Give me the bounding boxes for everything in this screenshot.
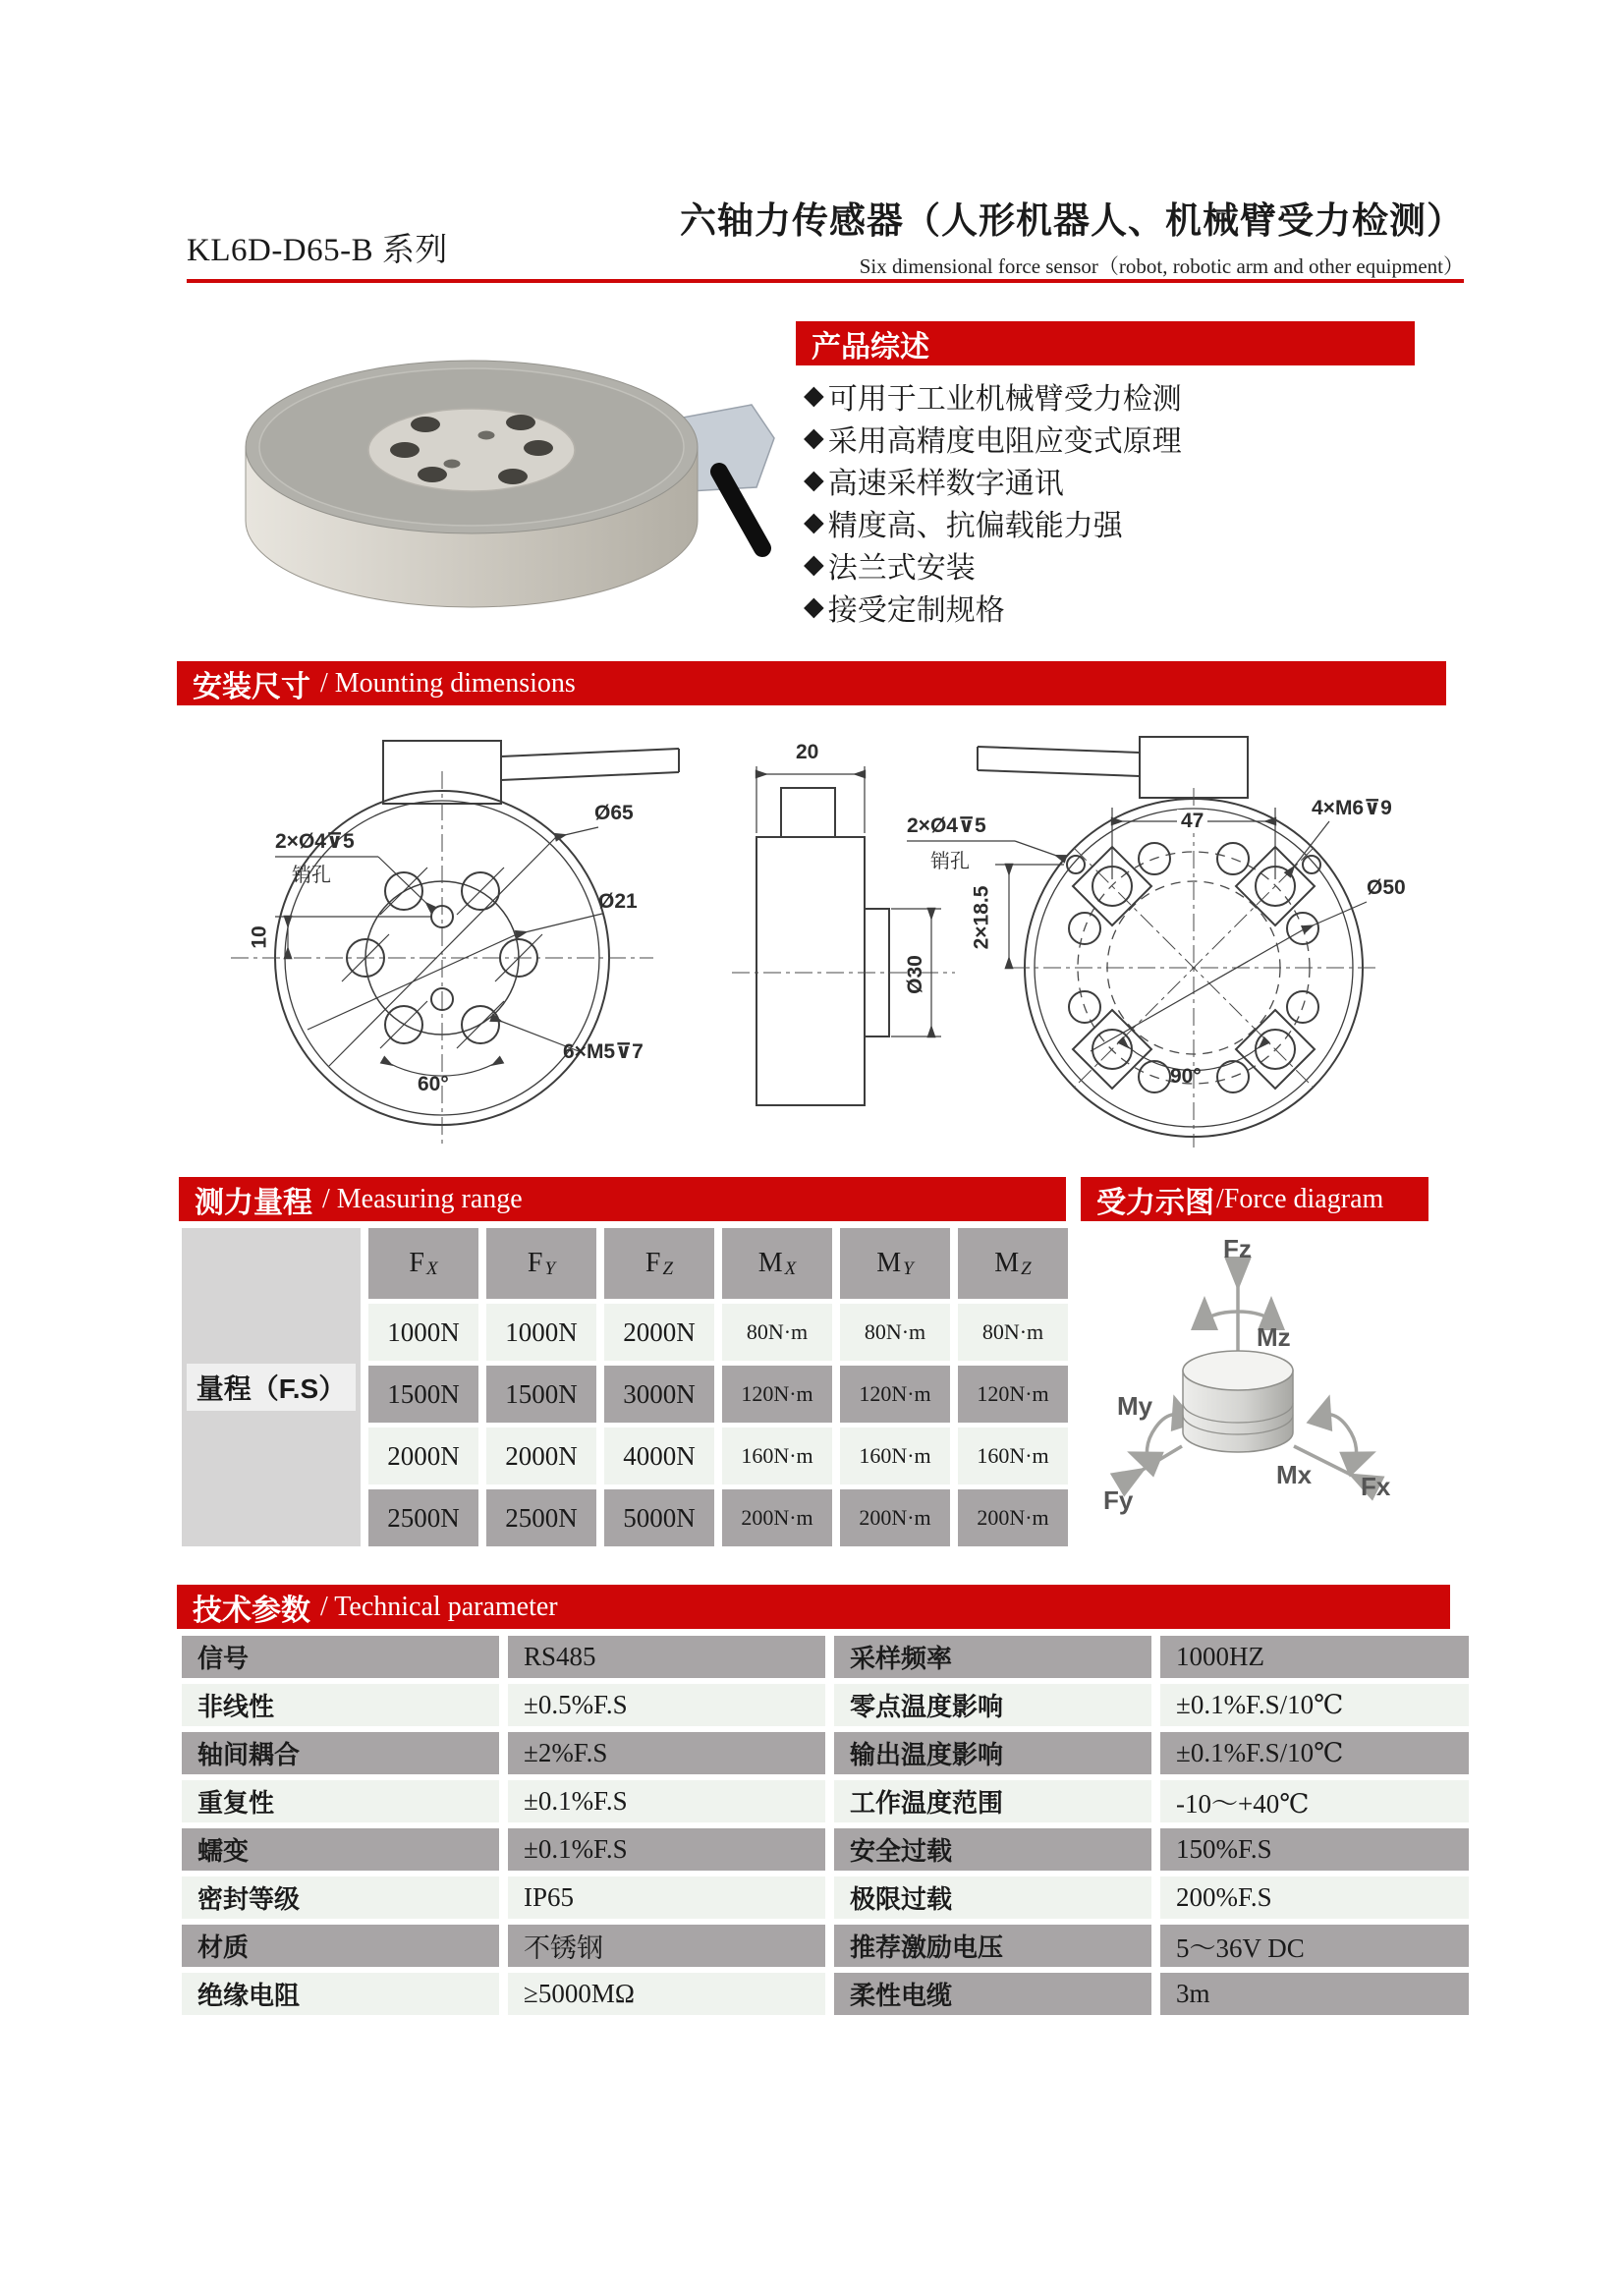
param-name: 安全过载 [834,1828,1151,1871]
param-value: -10～+40℃ [1160,1780,1469,1822]
diamond-bullet-icon: ◆ [804,380,824,411]
param-value: 5～36V DC [1160,1925,1469,1967]
param-value: ±0.1%F.S/10℃ [1160,1684,1469,1726]
back-view-drawing [899,727,1469,1149]
tech-banner: 技术参数 / Technical parameter [177,1585,1450,1629]
range-row-label: 量程（F.S） [182,1228,361,1546]
param-name: 非线性 [182,1684,499,1726]
param-value: ±0.1%F.S [508,1828,825,1871]
list-item: ◆ 精度高、抗偏载能力强 [804,507,1123,542]
dim-back-pinhole: 销孔 [930,851,970,872]
table-cell: 1000N [486,1304,596,1361]
param-name: 工作温度范围 [834,1780,1151,1822]
table-cell: 200N·m [840,1489,950,1546]
list-item: ◆ 接受定制规格 [804,591,1005,627]
fy-label: Fy [1103,1485,1134,1515]
series-title: KL6D-D65-B 系列 [187,233,448,268]
column-header: F Z [604,1228,714,1299]
param-name: 柔性电缆 [834,1973,1151,2015]
table-cell: 2500N [368,1489,478,1546]
table-cell: 2000N [486,1428,596,1484]
mz-label: Mz [1257,1322,1291,1352]
table-cell: 2000N [604,1304,714,1361]
column-header: M Z [958,1228,1068,1299]
param-value: 150%F.S [1160,1828,1469,1871]
column-header: M Y [840,1228,950,1299]
table-cell: 80N·m [958,1304,1068,1361]
param-value: 不锈钢 [508,1925,825,1967]
overview-heading: 产品综述 [812,330,929,364]
param-name: 蠕变 [182,1828,499,1871]
diamond-bullet-icon: ◆ [804,465,824,495]
column-header: F Y [486,1228,596,1299]
param-value: ±0.5%F.S [508,1684,825,1726]
table-cell: 1000N [368,1304,478,1361]
mounting-banner: 安装尺寸 / Mounting dimensions [177,661,1446,705]
measuring-banner: 测力量程 / Measuring range [179,1177,1066,1221]
front-view-drawing [182,727,693,1149]
list-item: ◆ 可用于工业机械臂受力检测 [804,380,1182,416]
table-cell: 80N·m [722,1304,832,1361]
dim-front-angle: 60° [418,1073,449,1095]
dim-back-span: 47 [1177,810,1207,833]
table-cell: 2500N [486,1489,596,1546]
tech-parameter-table [182,1636,1469,2015]
dim-front-bolt: Ø21 [598,890,638,913]
param-name: 重复性 [182,1780,499,1822]
measuring-range-table [182,1228,1068,1546]
table-cell: 3000N [604,1366,714,1423]
diamond-bullet-icon: ◆ [804,507,824,537]
my-label: My [1117,1391,1153,1421]
page-title: 六轴力传感器（人形机器人、机械臂受力检测） [680,201,1464,242]
table-cell: 2000N [368,1428,478,1484]
list-item: ◆ 采用高精度电阻应变式原理 [804,422,1182,458]
column-header: M X [722,1228,832,1299]
dim-front-pinhole: 销孔 [292,865,331,886]
param-name: 零点温度影响 [834,1684,1151,1726]
param-value: RS485 [508,1636,825,1678]
header-titles [680,191,1464,280]
param-name: 极限过载 [834,1876,1151,1919]
table-cell: 200N·m [958,1489,1068,1546]
product-photo [187,295,776,639]
dim-side-thickness: 20 [796,741,819,763]
force-diagram [1095,1228,1508,1552]
param-name: 密封等级 [182,1876,499,1919]
param-value: IP65 [508,1876,825,1919]
param-value: 3m [1160,1973,1469,2015]
table-cell: 120N·m [722,1366,832,1423]
dim-front-outer: Ø65 [594,802,634,824]
dim-side-boss: Ø30 [903,955,926,994]
param-name: 采样频率 [834,1636,1151,1678]
param-name: 材质 [182,1925,499,1967]
table-cell: 120N·m [958,1366,1068,1423]
table-cell: 5000N [604,1489,714,1546]
table-cell: 1500N [368,1366,478,1423]
dim-back-offset: 2×18.5 [970,885,993,950]
dim-front-thread: 6×M5⊽7 [563,1040,644,1063]
overview-bullet-list [804,374,1452,628]
table-cell: 160N·m [840,1428,950,1484]
diamond-bullet-icon: ◆ [804,549,824,580]
param-value: 1000HZ [1160,1636,1469,1678]
param-value: ±0.1%F.S/10℃ [1160,1732,1469,1774]
mx-label: Mx [1276,1460,1313,1489]
table-cell: 4000N [604,1428,714,1484]
list-item: ◆ 高速采样数字通讯 [804,465,1064,500]
diamond-bullet-icon: ◆ [804,422,824,453]
table-cell: 200N·m [722,1489,832,1546]
table-cell: 120N·m [840,1366,950,1423]
header-divider [187,279,1464,283]
param-name: 绝缘电阻 [182,1973,499,2015]
dim-front-pin: 2×Ø4⊽5 [275,830,355,853]
dim-back-thread: 4×M6⊽9 [1312,797,1392,819]
fz-label: Fz [1223,1234,1252,1263]
column-header: F X [368,1228,478,1299]
param-name: 推荐激励电压 [834,1925,1151,1967]
table-cell: 160N·m [722,1428,832,1484]
overview-banner [796,321,1415,365]
dim-front-offset: 10 [248,925,271,949]
dim-back-angle: 90° [1170,1065,1202,1088]
sensor-cylinder [1183,1351,1293,1452]
table-cell: 80N·m [840,1304,950,1361]
param-name: 轴间耦合 [182,1732,499,1774]
param-name: 信号 [182,1636,499,1678]
param-name: 输出温度影响 [834,1732,1151,1774]
dim-back-pin: 2×Ø4⊽5 [907,814,986,837]
fx-label: Fx [1361,1472,1391,1501]
dim-back-bolt: Ø50 [1367,876,1406,899]
param-value: ±2%F.S [508,1732,825,1774]
param-value: ≥5000MΩ [508,1973,825,2015]
force-diagram-art [1095,1228,1508,1552]
page-subtitle: Six dimensional force sensor（robot, robotic arm and other equipment） [859,254,1464,278]
param-value: 200%F.S [1160,1876,1469,1919]
diamond-bullet-icon: ◆ [804,591,824,622]
list-item: ◆ 法兰式安装 [804,549,976,585]
table-cell: 1500N [486,1366,596,1423]
param-value: ±0.1%F.S [508,1780,825,1822]
table-cell: 160N·m [958,1428,1068,1484]
force-diagram-banner: 受力示图 /Force diagram [1081,1177,1428,1221]
mx-rotation-arrow [1321,1415,1357,1462]
fy-arrow [1123,1446,1182,1482]
